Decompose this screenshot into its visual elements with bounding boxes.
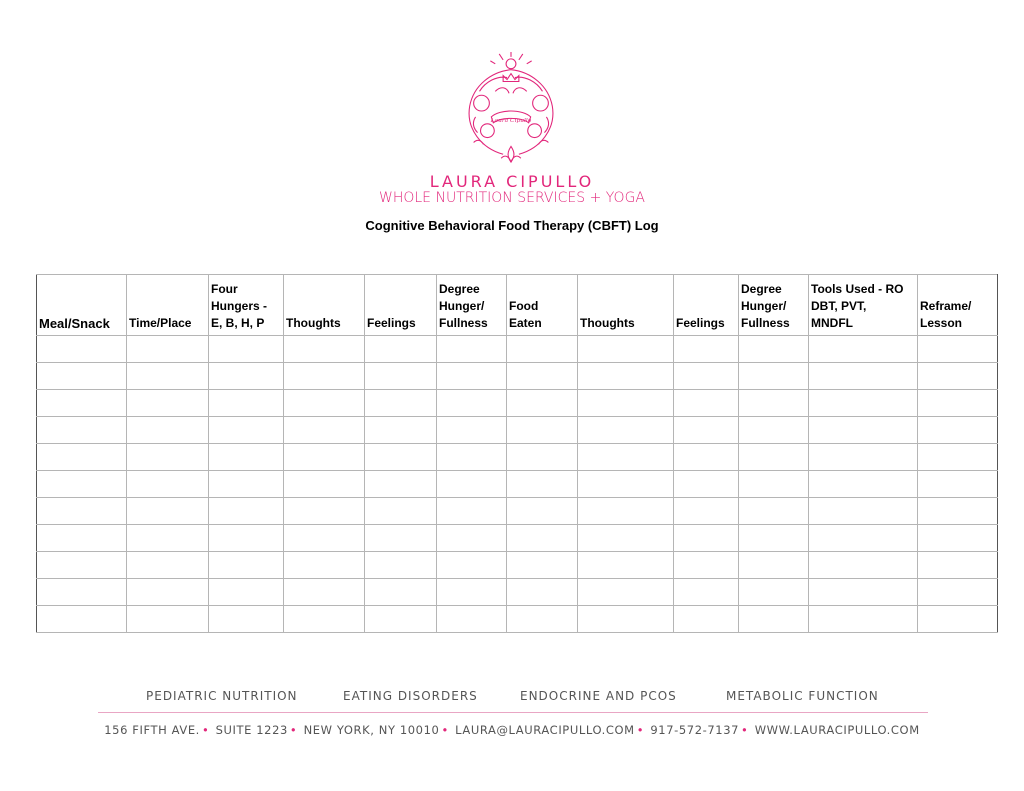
log-cell[interactable]	[578, 525, 674, 552]
table-row	[37, 525, 998, 552]
column-header-line: Feelings	[676, 316, 725, 330]
log-cell[interactable]	[284, 579, 365, 606]
column-header-line: Reframe/	[920, 299, 972, 313]
log-cell[interactable]	[507, 606, 578, 633]
log-cell[interactable]	[674, 390, 739, 417]
log-cell[interactable]	[809, 417, 918, 444]
table-row	[37, 579, 998, 606]
table-header-row	[37, 275, 998, 336]
table-row	[37, 336, 998, 363]
log-cell[interactable]	[437, 498, 507, 525]
log-cell[interactable]	[284, 525, 365, 552]
log-cell[interactable]	[739, 471, 809, 498]
log-cell[interactable]	[284, 552, 365, 579]
column-header-line: Four	[211, 282, 238, 296]
log-cell[interactable]	[209, 606, 284, 633]
log-cell[interactable]	[739, 417, 809, 444]
log-cell[interactable]	[365, 390, 437, 417]
log-cell[interactable]	[918, 579, 998, 606]
log-cell[interactable]	[918, 363, 998, 390]
log-cell[interactable]	[437, 525, 507, 552]
log-cell[interactable]	[209, 363, 284, 390]
log-cell[interactable]	[284, 417, 365, 444]
log-cell[interactable]	[209, 336, 284, 363]
log-cell[interactable]	[37, 390, 127, 417]
log-cell[interactable]	[209, 498, 284, 525]
log-cell[interactable]	[674, 552, 739, 579]
table-row	[37, 552, 998, 579]
log-cell[interactable]	[284, 363, 365, 390]
contact-website[interactable]: WWW.LAURACIPULLO.COM	[754, 723, 920, 737]
log-cell[interactable]	[365, 444, 437, 471]
log-cell[interactable]	[365, 579, 437, 606]
column-header-line: Eaten	[509, 316, 542, 330]
log-cell[interactable]	[674, 363, 739, 390]
log-cell[interactable]	[365, 498, 437, 525]
bullet-dot: •	[289, 723, 298, 737]
column-header-line: Food	[509, 299, 539, 313]
log-cell[interactable]	[127, 579, 209, 606]
column-header-line: E, B, H, P	[211, 316, 265, 330]
column-header-line: Degree	[741, 282, 782, 296]
log-cell[interactable]	[918, 471, 998, 498]
log-cell[interactable]	[284, 390, 365, 417]
log-cell[interactable]	[809, 336, 918, 363]
bullet-dot: •	[636, 723, 645, 737]
column-header	[918, 275, 998, 336]
log-cell[interactable]	[918, 444, 998, 471]
log-cell[interactable]	[284, 498, 365, 525]
contact-address: 156 FIFTH AVE.	[104, 723, 200, 737]
cbft-log-table	[36, 274, 998, 633]
log-cell[interactable]	[37, 417, 127, 444]
logo-script-text: Laura Cipullo	[490, 117, 532, 124]
log-cell[interactable]	[437, 390, 507, 417]
log-cell[interactable]	[578, 498, 674, 525]
log-cell[interactable]	[365, 363, 437, 390]
bullet-dot: •	[201, 723, 210, 737]
log-cell[interactable]	[809, 498, 918, 525]
footer-contact	[0, 723, 1024, 737]
column-header	[578, 275, 674, 336]
log-cell[interactable]	[507, 525, 578, 552]
column-header	[209, 275, 284, 336]
log-cell[interactable]	[365, 552, 437, 579]
log-cell[interactable]	[37, 498, 127, 525]
log-cell[interactable]	[37, 525, 127, 552]
column-header-line: Fullness	[741, 316, 790, 330]
log-cell[interactable]	[284, 471, 365, 498]
contact-city: NEW YORK, NY 10010	[303, 723, 440, 737]
log-cell[interactable]	[918, 606, 998, 633]
log-cell[interactable]	[578, 444, 674, 471]
contact-suite: SUITE 1223	[215, 723, 288, 737]
column-header	[809, 275, 918, 336]
log-cell[interactable]	[739, 390, 809, 417]
log-cell[interactable]	[365, 336, 437, 363]
table-row	[37, 444, 998, 471]
bullet-dot: •	[741, 723, 749, 737]
bullet-dot: •	[441, 723, 449, 737]
column-header	[127, 275, 209, 336]
column-header	[437, 275, 507, 336]
log-cell[interactable]	[578, 390, 674, 417]
document-title: Cognitive Behavioral Food Therapy (CBFT) Log	[365, 218, 659, 233]
column-header	[284, 275, 365, 336]
log-cell[interactable]	[918, 336, 998, 363]
log-cell[interactable]	[918, 525, 998, 552]
log-cell[interactable]	[739, 444, 809, 471]
log-cell[interactable]	[127, 525, 209, 552]
table-row	[37, 390, 998, 417]
specialty-metabolic-function: METABOLIC FUNCTION	[726, 689, 879, 703]
log-cell[interactable]	[365, 417, 437, 444]
log-cell[interactable]	[127, 552, 209, 579]
log-cell[interactable]	[674, 606, 739, 633]
log-cell[interactable]	[739, 579, 809, 606]
log-cell[interactable]	[437, 471, 507, 498]
table-row	[37, 606, 998, 633]
footer-specialties	[0, 689, 1024, 705]
log-cell[interactable]	[37, 606, 127, 633]
log-cell[interactable]	[127, 498, 209, 525]
brand-logo-emblem	[452, 52, 570, 170]
log-cell[interactable]	[809, 471, 918, 498]
log-cell[interactable]	[37, 336, 127, 363]
log-cell[interactable]	[437, 606, 507, 633]
log-cell[interactable]	[674, 579, 739, 606]
log-cell[interactable]	[674, 444, 739, 471]
contact-email[interactable]: LAURA@LAURACIPULLO.COM	[455, 723, 635, 737]
column-header	[674, 275, 739, 336]
log-cell[interactable]	[578, 417, 674, 444]
column-header-line: Thoughts	[286, 316, 341, 330]
log-cell[interactable]	[578, 579, 674, 606]
log-cell[interactable]	[918, 390, 998, 417]
column-header	[739, 275, 809, 336]
log-cell[interactable]	[809, 444, 918, 471]
column-header-line: MNDFL	[811, 316, 853, 330]
log-cell[interactable]	[578, 336, 674, 363]
log-cell[interactable]	[918, 417, 998, 444]
log-cell[interactable]	[127, 390, 209, 417]
column-header-line: Degree	[439, 282, 480, 296]
column-header-line: Time/Place	[129, 316, 192, 330]
log-cell[interactable]	[37, 444, 127, 471]
column-header-line: Fullness	[439, 316, 488, 330]
column-header-line: Hungers -	[211, 299, 268, 313]
log-cell[interactable]	[507, 498, 578, 525]
log-cell[interactable]	[507, 579, 578, 606]
contact-phone[interactable]: 917-572-7137	[650, 723, 740, 737]
log-cell[interactable]	[127, 417, 209, 444]
log-cell[interactable]	[578, 552, 674, 579]
log-cell[interactable]	[809, 363, 918, 390]
specialty-pediatric-nutrition: PEDIATRIC NUTRITION	[146, 689, 298, 703]
column-header	[507, 275, 578, 336]
column-header-line: Hunger/	[741, 299, 787, 313]
specialty-endocrine-pcos: ENDOCRINE AND PCOS	[520, 689, 677, 703]
log-cell[interactable]	[507, 471, 578, 498]
log-cell[interactable]	[209, 525, 284, 552]
log-cell[interactable]	[365, 525, 437, 552]
column-header-line: DBT, PVT,	[811, 299, 867, 313]
log-cell[interactable]	[437, 552, 507, 579]
column-header-line: Hunger/	[439, 299, 485, 313]
brand-subtitle: WHOLE NUTRITION SERVICES + YOGA	[378, 190, 645, 206]
log-cell[interactable]	[809, 390, 918, 417]
log-cell[interactable]	[437, 444, 507, 471]
column-header	[37, 275, 127, 336]
log-cell[interactable]	[578, 363, 674, 390]
column-header	[365, 275, 437, 336]
log-cell[interactable]	[578, 606, 674, 633]
log-cell[interactable]	[365, 606, 437, 633]
log-cell[interactable]	[578, 471, 674, 498]
log-cell[interactable]	[37, 471, 127, 498]
log-cell[interactable]	[674, 525, 739, 552]
log-cell[interactable]	[127, 363, 209, 390]
log-cell[interactable]	[127, 471, 209, 498]
log-cell[interactable]	[674, 471, 739, 498]
log-cell[interactable]	[37, 363, 127, 390]
log-cell[interactable]	[809, 606, 918, 633]
log-cell[interactable]	[209, 579, 284, 606]
log-cell[interactable]	[739, 498, 809, 525]
column-header-line: Feelings	[367, 316, 416, 330]
specialty-eating-disorders: EATING DISORDERS	[343, 689, 478, 703]
table-row	[37, 363, 998, 390]
log-cell[interactable]	[365, 471, 437, 498]
log-cell[interactable]	[37, 579, 127, 606]
log-cell[interactable]	[809, 525, 918, 552]
log-cell[interactable]	[809, 579, 918, 606]
log-cell[interactable]	[507, 552, 578, 579]
log-cell[interactable]	[809, 552, 918, 579]
log-cell[interactable]	[437, 417, 507, 444]
log-cell[interactable]	[507, 444, 578, 471]
log-cell[interactable]	[739, 606, 809, 633]
log-cell[interactable]	[507, 363, 578, 390]
log-cell[interactable]	[127, 336, 209, 363]
log-cell[interactable]	[507, 336, 578, 363]
brand-name: LAURA CIPULLO	[429, 172, 595, 191]
table-row	[37, 498, 998, 525]
table-row	[37, 471, 998, 498]
log-cell[interactable]	[284, 444, 365, 471]
footer-divider	[98, 712, 928, 713]
log-cell[interactable]	[209, 444, 284, 471]
column-header-line: Tools Used - RO	[811, 282, 904, 296]
log-cell[interactable]	[674, 498, 739, 525]
log-cell[interactable]	[674, 417, 739, 444]
log-cell[interactable]	[507, 417, 578, 444]
log-cell[interactable]	[674, 336, 739, 363]
log-cell[interactable]	[739, 363, 809, 390]
log-cell[interactable]	[437, 363, 507, 390]
log-cell[interactable]	[507, 390, 578, 417]
log-cell[interactable]	[284, 606, 365, 633]
log-cell[interactable]	[739, 552, 809, 579]
log-cell[interactable]	[37, 552, 127, 579]
column-header-line: Lesson	[920, 316, 963, 330]
log-cell[interactable]	[437, 336, 507, 363]
log-cell[interactable]	[127, 606, 209, 633]
table-row	[37, 417, 998, 444]
log-cell[interactable]	[209, 390, 284, 417]
log-cell[interactable]	[918, 498, 998, 525]
column-header-line: Meal/Snack	[39, 316, 110, 331]
log-cell[interactable]	[284, 336, 365, 363]
log-cell[interactable]	[739, 525, 809, 552]
log-cell[interactable]	[209, 552, 284, 579]
log-cell[interactable]	[127, 444, 209, 471]
log-cell[interactable]	[918, 552, 998, 579]
log-cell[interactable]	[739, 336, 809, 363]
log-cell[interactable]	[437, 579, 507, 606]
column-header-line: Thoughts	[580, 316, 635, 330]
log-cell[interactable]	[209, 417, 284, 444]
log-cell[interactable]	[209, 471, 284, 498]
